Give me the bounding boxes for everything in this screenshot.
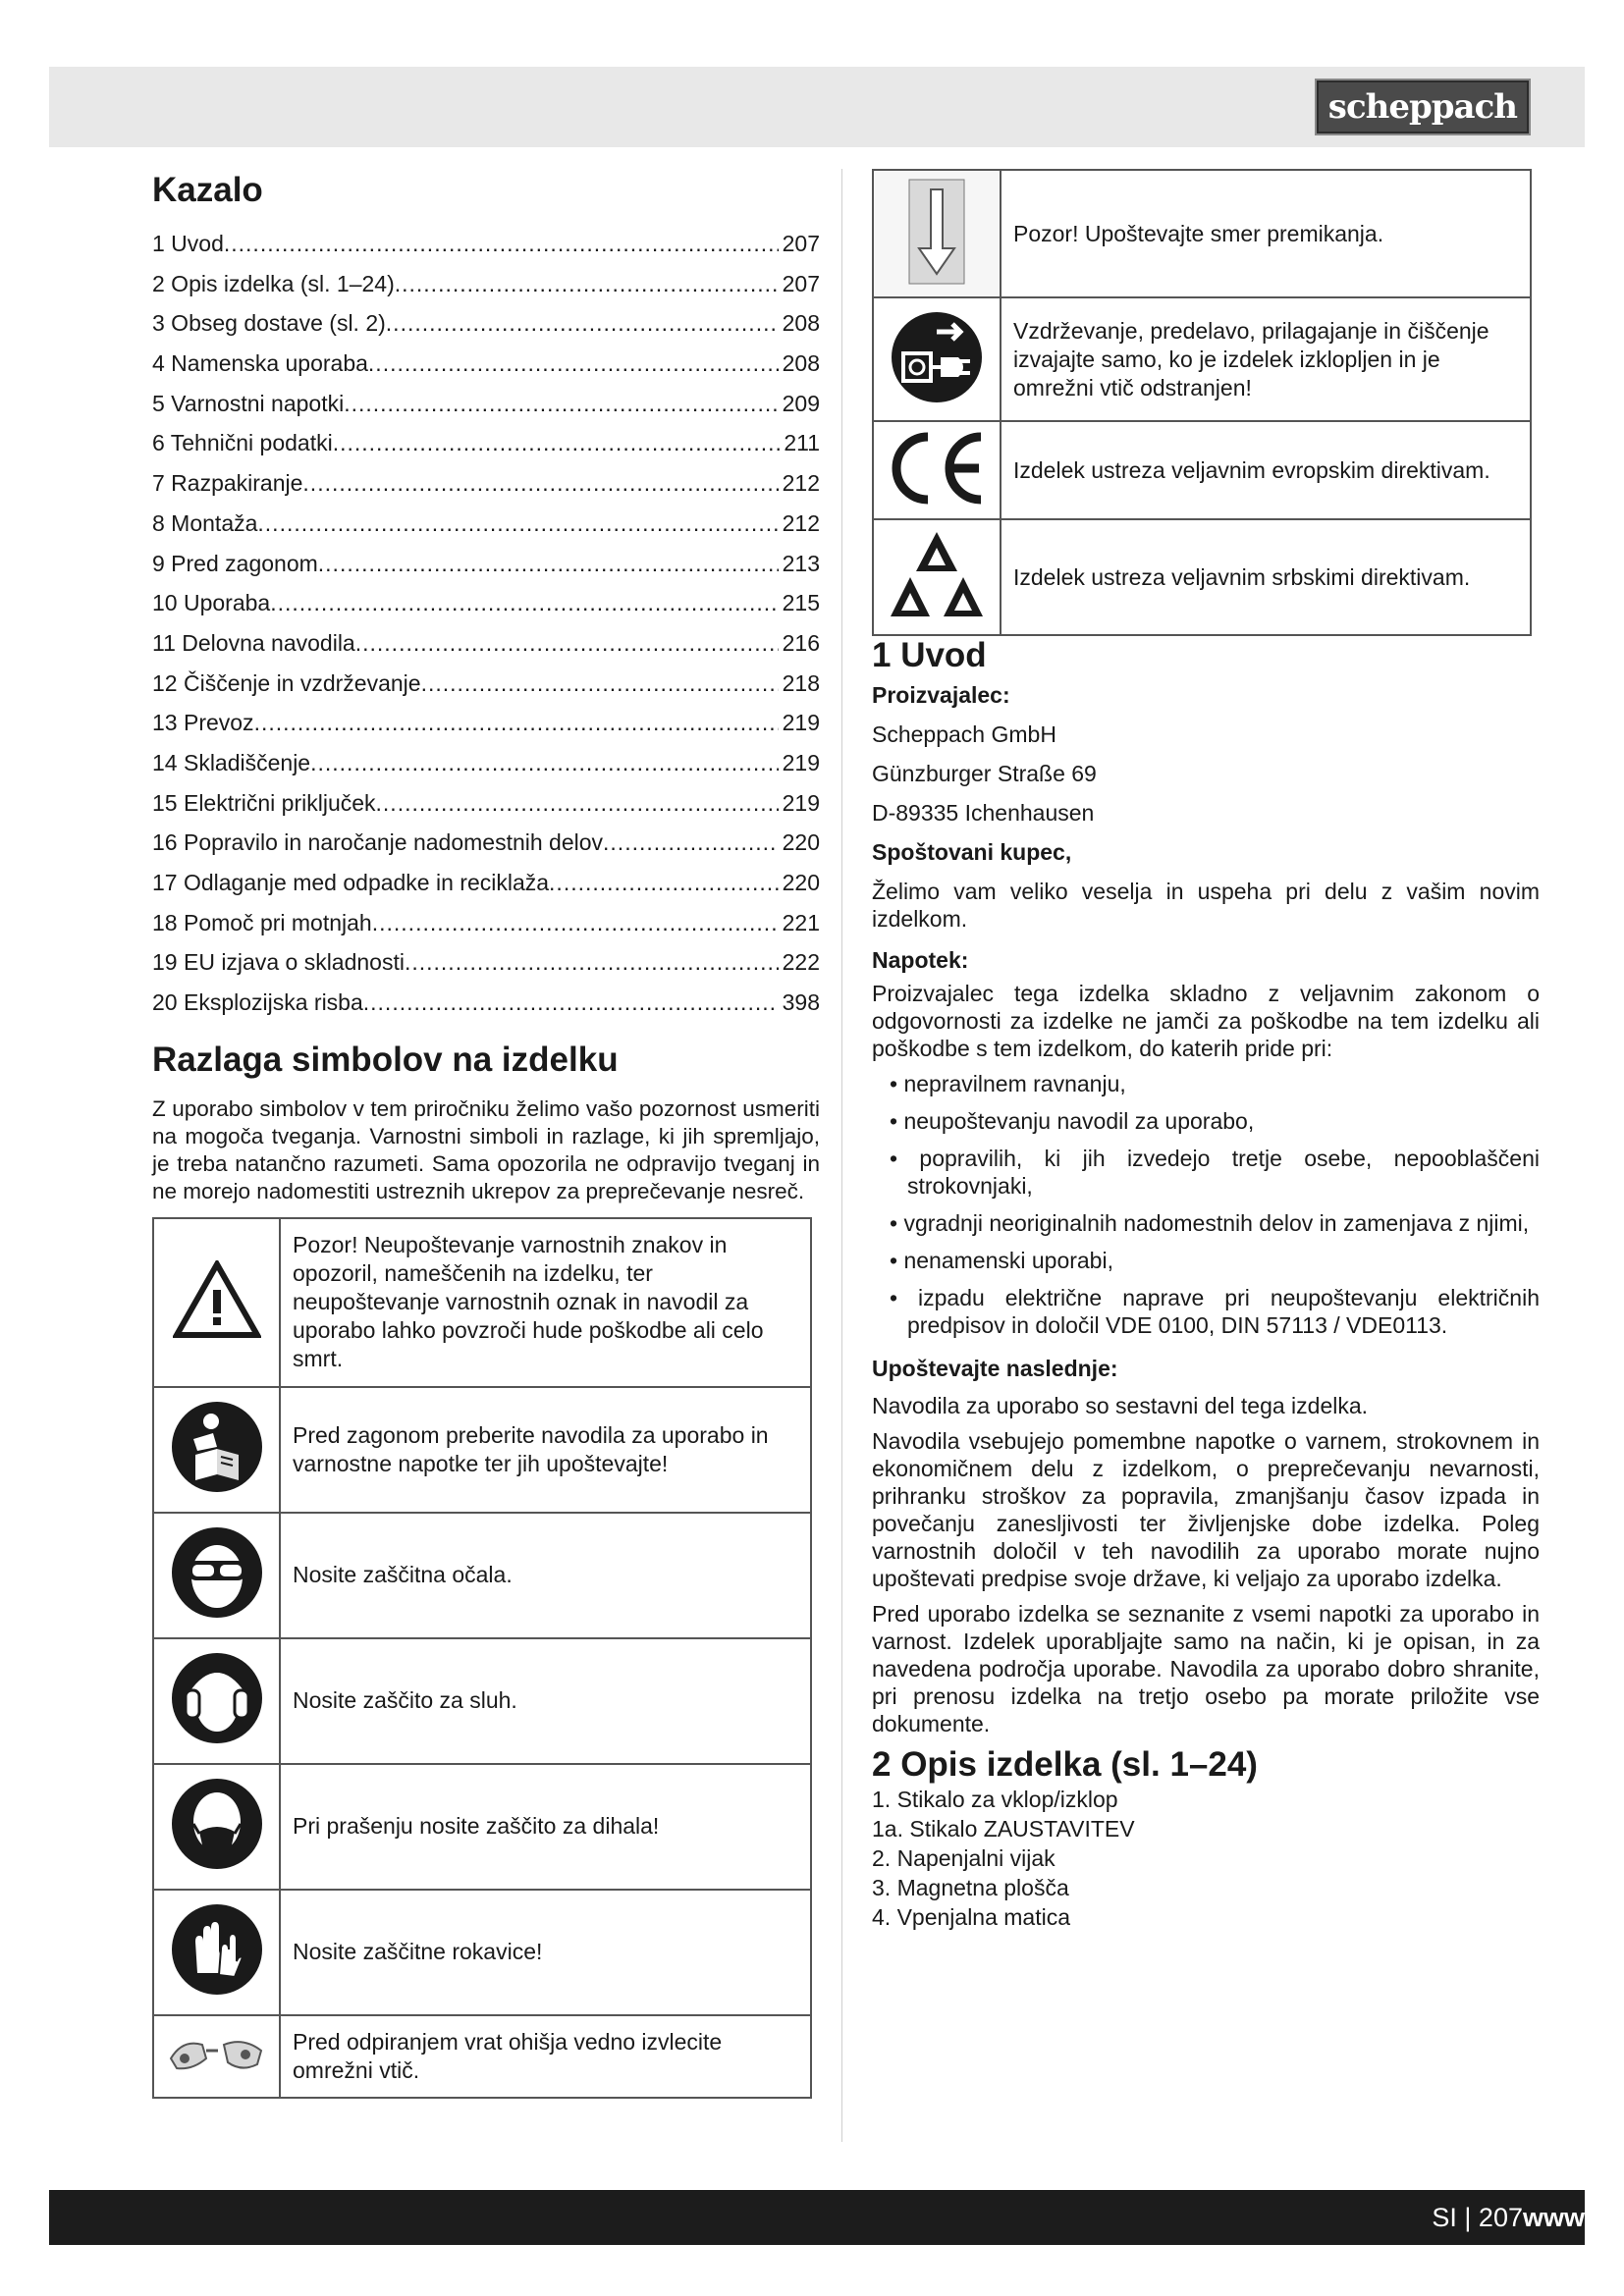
toc-item[interactable]: 5 Varnostni napotki ..... 209 <box>152 384 820 424</box>
parts-list <box>872 1785 1540 1932</box>
description-title: 2 Opis izdelka (sl. 1–24) <box>872 1745 1258 1784</box>
toc-item[interactable]: 12 Čiščenje in vzdrževanje ..... 218 <box>152 664 820 704</box>
toc-item[interactable]: 1 Uvod ..... 207 <box>152 224 820 264</box>
paragraph: Navodila vsebujejo pomembne napotke o varnem, strokovnem in ekonomičnem delu z izdelkom, o preprečevanju nevarnosti, prihranku stroškov za popravila, zmanjšanju časov izpada in povečanju zanesljivosti ter življenjske dobe izdelka. Poleg varnostnih določil v teh navodilih za uporabo morate nujno upoštevati predpise svoje države, ki veljajo za uporabo izdelka. <box>872 1428 1540 1591</box>
toc-item[interactable]: 10 Uporaba ..... 215 <box>152 583 820 623</box>
list-item: • neupoštevanju navodil za uporabo, <box>890 1107 1540 1135</box>
intro-title: 1 Uvod <box>872 636 987 674</box>
read-manual-icon <box>153 1387 280 1513</box>
left-column <box>152 167 820 2099</box>
direction-arrow-icon <box>873 170 1001 297</box>
column-divider <box>841 169 842 2142</box>
safety-goggles-icon <box>153 1513 280 1638</box>
toc-item[interactable]: 8 Montaža ..... 212 <box>152 504 820 544</box>
symbol-row <box>873 170 1531 297</box>
manufacturer-label: Proizvajalec: <box>872 682 1010 708</box>
symbol-text: Pozor! Neupoštevanje varnostnih znakov in opozoril, nameščenih na izdelku, ter neupoštevanje varnostnih oznak in navodil za uporabo lahko povzroči hude poškodbe ali celo smrt. <box>280 1218 811 1387</box>
paragraph: Pred uporabo izdelka se seznanite z vsemi napotki za uporabo in varnost. Izdelek uporabljajte samo na način, ki je opisan, in za navedena področja uporabe. Navodila za uporabo dobro shranite, pri prenosu izdelka na tretjo osebo pa morate priložite vse dokumente. <box>872 1601 1540 1736</box>
ear-protection-icon <box>153 1638 280 1764</box>
part-item: 2. Napenjalni vijak <box>872 1845 1056 1871</box>
symbol-text: Pred zagonom preberite navodila za uporabo in varnostne napotke ter jih upoštevajte! <box>280 1387 811 1513</box>
paragraph: Navodila za uporabo so sestavni del tega izdelka. <box>872 1393 1369 1418</box>
symbols-intro: Z uporabo simbolov v tem priročniku želimo vašo pozornost usmeriti na mogoča tveganja. Varnostni simboli in razlage, ki jih spremljajo, je treba natančno razumeti. Sama opozorila ne odpravijo tveganj in ne morejo nadomestiti ustreznih ukrepov za preprečevanje nesreč. <box>152 1095 820 1203</box>
unplug-icon <box>153 2015 280 2098</box>
toc-item[interactable]: 15 Električni priključek ..... 219 <box>152 783 820 824</box>
symbol-text: Pred odpiranjem vrat ohišja vedno izvlecite omrežni vtič. <box>280 2015 811 2098</box>
symbol-text: Izdelek ustreza veljavnim srbskimi direktivam. <box>1001 519 1531 635</box>
ce-mark-icon <box>873 421 1001 519</box>
toc-item[interactable]: 9 Pred zagonom ..... 213 <box>152 544 820 584</box>
symbols-title: Razlaga simbolov na izdelku <box>152 1040 619 1079</box>
symbols-table <box>152 1217 812 2099</box>
wish-text: Želimo vam veliko veselja in uspeha pri delu z vašim novim izdelkom. <box>872 879 1540 932</box>
toc-item[interactable]: 14 Skladiščenje ..... 219 <box>152 743 820 783</box>
part-item: 4. Vpenjalna matica <box>872 1904 1071 1930</box>
brand-logo: scheppach <box>1315 79 1531 135</box>
part-item: 1. Stikalo za vklop/izklop <box>872 1787 1118 1812</box>
symbol-text: Nosite zaščitna očala. <box>280 1513 811 1638</box>
right-column <box>872 169 1540 1932</box>
disconnect-plug-icon <box>873 297 1001 421</box>
symbol-row <box>153 1890 811 2015</box>
symbol-text: Vzdrževanje, predelavo, prilagajanje in čiščenje izvajajte samo, ko je izdelek izklopljen in je omrežni vtič odstranjen! <box>1001 297 1531 421</box>
address-line: Günzburger Straße 69 <box>872 761 1097 786</box>
toc-list <box>152 224 820 1023</box>
toc-item[interactable]: 6 Tehnični podatki ..... 211 <box>152 423 820 463</box>
symbol-text: Nosite zaščitne rokavice! <box>280 1890 811 2015</box>
page-number: SI | 207www <box>1432 2203 1585 2232</box>
part-item: 3. Magnetna plošča <box>872 1875 1069 1900</box>
header-bar <box>49 67 1585 147</box>
note-text: Proizvajalec tega izdelka skladno z veljavnim zakonom o odgovornosti za izdelke ne jamči za poškodbe na tem izdelku ali poškodbe s tem izdelkom, do katerih pride pri: <box>872 981 1540 1061</box>
symbol-text: Izdelek ustreza veljavnim evropskim direktivam. <box>1001 421 1531 519</box>
symbol-row <box>153 1513 811 1638</box>
gloves-icon <box>153 1890 280 2015</box>
list-item: • izpadu električne naprave pri neupoštevanju električnih predpisov in določil VDE 0100, DIN 57113 / VDE0113. <box>890 1284 1540 1339</box>
symbol-row <box>873 421 1531 519</box>
symbol-row <box>873 297 1531 421</box>
note-label: Napotek: <box>872 947 969 973</box>
list-item: • nepravilnem ravnanju, <box>890 1070 1540 1097</box>
symbol-text: Pozor! Upoštevajte smer premikanja. <box>1001 170 1531 297</box>
list-item: • nenamenski uporabi, <box>890 1247 1540 1274</box>
symbol-row <box>153 1638 811 1764</box>
symbol-row <box>873 519 1531 635</box>
toc-item[interactable]: 20 Eksplozijska risba ..... 398 <box>152 983 820 1023</box>
symbols-table-right <box>872 169 1532 636</box>
toc-item[interactable]: 2 Opis izdelka (sl. 1–24) ..... 207 <box>152 264 820 304</box>
liability-list <box>872 1070 1540 1339</box>
warning-triangle-icon <box>153 1218 280 1387</box>
symbol-row <box>153 1764 811 1890</box>
toc-title: Kazalo <box>152 171 263 209</box>
list-item: • vgradnji neoriginalnih nadomestnih delov in zamenjava z njimi, <box>890 1209 1540 1237</box>
footer-bar <box>49 2190 1585 2245</box>
website-link[interactable]: www <box>1522 2203 1585 2232</box>
symbol-row <box>153 1387 811 1513</box>
serbian-conformity-icon <box>873 519 1001 635</box>
list-item: • popravilih, ki jih izvedejo tretje osebe, nepooblaščeni strokovnjaki, <box>890 1145 1540 1200</box>
symbol-row <box>153 1218 811 1387</box>
greeting: Spoštovani kupec, <box>872 839 1072 865</box>
part-item: 1a. Stikalo ZAUSTAVITEV <box>872 1816 1135 1842</box>
toc-item[interactable]: 19 EU izjava o skladnosti ..... 222 <box>152 942 820 983</box>
toc-item[interactable]: 18 Pomoč pri motnjah ..... 221 <box>152 903 820 943</box>
symbol-row <box>153 2015 811 2098</box>
toc-item[interactable]: 16 Popravilo in naročanje nadomestnih delov ..... 220 <box>152 823 820 863</box>
toc-item[interactable]: 3 Obseg dostave (sl. 2) ..... 208 <box>152 303 820 344</box>
address-line: Scheppach GmbH <box>872 721 1056 747</box>
toc-item[interactable]: 13 Prevoz ..... 219 <box>152 703 820 743</box>
symbol-text: Pri prašenju nosite zaščito za dihala! <box>280 1764 811 1890</box>
address-line: D-89335 Ichenhausen <box>872 800 1095 826</box>
toc-item[interactable]: 4 Namenska uporaba ..... 208 <box>152 344 820 384</box>
dust-mask-icon <box>153 1764 280 1890</box>
symbol-text: Nosite zaščito za sluh. <box>280 1638 811 1764</box>
toc-item[interactable]: 11 Delovna navodila ..... 216 <box>152 623 820 664</box>
toc-item[interactable]: 7 Razpakiranje ..... 212 <box>152 463 820 504</box>
observe-label: Upoštevajte naslednje: <box>872 1356 1118 1381</box>
toc-item[interactable]: 17 Odlaganje med odpadke in reciklaža ..... 220 <box>152 863 820 903</box>
